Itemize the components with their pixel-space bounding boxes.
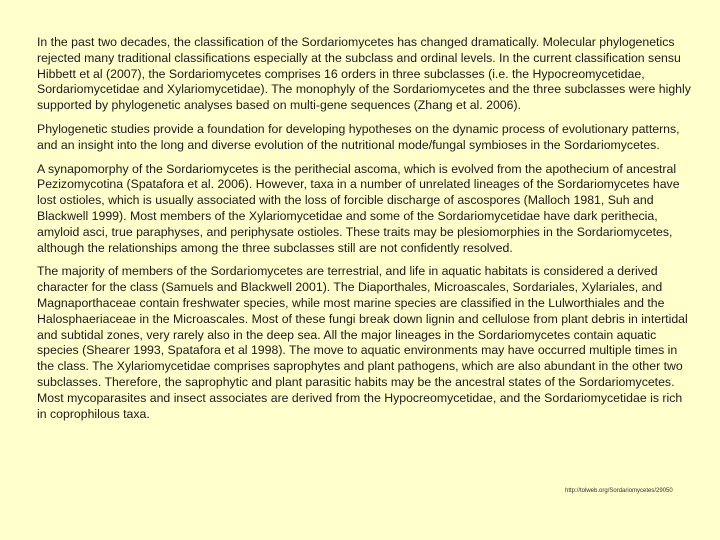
source-url: http://tolweb.org/Sordariomycetes/29050 bbox=[565, 488, 673, 494]
paragraph-habitats: The majority of members of the Sordariomycetes are terrestrial, and life in aquatic habitats is considered a derived character for the class (Samuels and Blackwell 2001). The Diaporthales, Microascales, Sordariales, Xylariales, and Magnaporthaceae contain freshwater species, while most marine species are classified in the Lulworthiales and the Halosphaeriaceae in the Microascales. Most of these fungi break down lignin and cellulose from plant debris in intertidal and subtidal zones, very rarely also in the deep sea. All the major lineages in the Sordariomycetes contain aquatic species (Shearer 1993, Spatafora et al 1998). The move to aquatic environments may have occurred multiple times in the class. The Xylariomycetidae comprises saprophytes and plant pathogens, which are also abundant in the other two subclasses. Therefore, the saprophytic and plant parasitic habits may be the ancestral states of the Sordariomycetes. Most mycoparasites and insect associates are derived from the Hypocreomycetidae, and the Sordariomycetidae is rich in coprophilous taxa. bbox=[37, 264, 688, 421]
paragraph-classification: In the past two decades, the classification of the Sordariomycetes has changed dramatically. Molecular phylogenetics rejected many traditional classifications especially at the subclass and ordinal levels. In the current classification sensu Hibbett et al (2007), the Sordariomycetes comprises 16 orders in three subclasses (i.e. the Hypocreomycetidae, Sordariomycetidae and Xylariomycetidae). The monophyly of the Sordariomycetes and the three subclasses were highly supported by phylogenetic analyses based on multi-gene sequences (Zhang et al. 2006). bbox=[37, 35, 691, 113]
paragraph-synapomorphy: A synapomorphy of the Sordariomycetes is the perithecial ascoma, which is evolved from the apothecium of ancestral Pezizomycotina (Spatafora et al. 2006). However, taxa in a number of unrelated lineages of the Sordariomycetes have lost ostioles, which is usually associated with the loss of forcible discharge of ascospores (Malloch 1981, Suh and Blackwell 1999). Most members of the Xylariomycetidae and some of the Sordariomycetidae have dark perithecia, amyloid asci, true paraphyses, and periphysate ostioles. These traits may be plesiomorphies in the Sordariomycetes, although the relationships among the three subclasses still are not confidently resolved. bbox=[37, 161, 680, 255]
document-body bbox=[37, 35, 692, 430]
paragraph-phylogenetic-studies: Phylogenetic studies provide a foundation for developing hypotheses on the dynamic process of evolutionary patterns, and an insight into the long and diverse evolution of the nutritional mode/fungal symbioses in the Sordariomycetes. bbox=[37, 121, 680, 152]
